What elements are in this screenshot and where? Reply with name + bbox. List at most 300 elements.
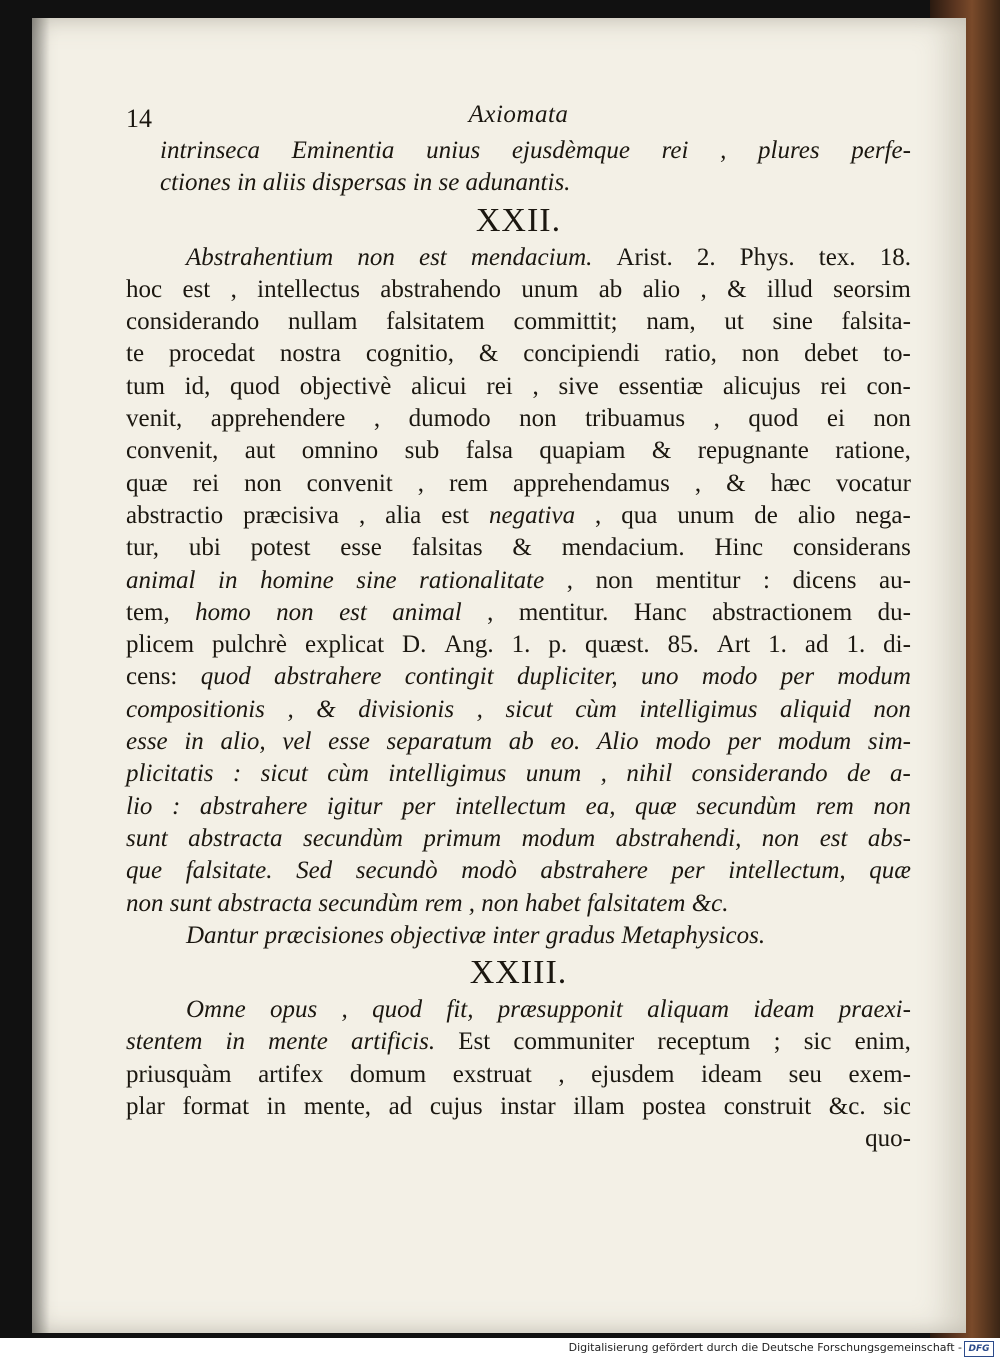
- word: intellectus: [257, 275, 360, 303]
- text-line: [126, 500, 911, 532]
- word: &: [478, 340, 499, 368]
- word: aliquid: [780, 695, 851, 723]
- word: falsitas: [411, 534, 483, 562]
- word: communiter: [513, 1028, 635, 1056]
- word: mentitur.: [518, 598, 609, 626]
- word: cognitio,: [365, 340, 455, 368]
- word: ratio,: [664, 340, 717, 368]
- word: format: [182, 1093, 250, 1121]
- word: ,: [230, 275, 237, 303]
- text-line: [126, 1123, 911, 1155]
- word: abstrahere: [274, 663, 382, 691]
- word: primum: [423, 824, 502, 852]
- word: quæ: [635, 792, 677, 820]
- text-line: [126, 338, 911, 370]
- word: hæc: [770, 469, 811, 497]
- running-title: Axiomata: [468, 101, 569, 128]
- text-line: [126, 435, 911, 467]
- text-line: [126, 1091, 911, 1123]
- word: Art: [716, 631, 751, 659]
- word: non: [276, 598, 314, 626]
- word: secundùm: [302, 824, 403, 852]
- word: modo: [701, 663, 758, 691]
- word: considerando: [126, 308, 260, 336]
- word: p.: [548, 631, 568, 659]
- word: abstrahendo: [380, 275, 502, 303]
- word: alicujus: [722, 372, 801, 400]
- word: non: [873, 695, 911, 723]
- word: falsitatem: [386, 308, 485, 336]
- word: abstractionem: [712, 598, 853, 626]
- word: dumodo: [408, 405, 491, 433]
- word: unum: [521, 275, 579, 303]
- word: unum: [525, 760, 582, 788]
- word: ,: [595, 501, 602, 529]
- word: &: [726, 469, 746, 497]
- word: tur,: [126, 534, 160, 562]
- word: esse: [340, 534, 382, 562]
- word: abstrahere: [199, 792, 308, 820]
- body-lines: [126, 135, 911, 1156]
- word: perfe-: [851, 137, 911, 164]
- word: ,: [476, 695, 483, 723]
- word: homine: [260, 566, 334, 594]
- word: quod: [230, 372, 281, 400]
- word: enim,: [854, 1028, 911, 1056]
- word: alio,: [220, 728, 266, 756]
- word: per: [671, 857, 705, 885]
- word: quod: [200, 663, 251, 691]
- word: alio: [642, 275, 681, 303]
- word: non: [244, 469, 282, 497]
- word: per: [780, 663, 815, 691]
- word: potest: [250, 534, 311, 562]
- word: est: [441, 501, 470, 529]
- text-line: [126, 565, 911, 597]
- word: modum: [521, 824, 596, 852]
- word: a-: [890, 760, 911, 788]
- word: non: [873, 792, 911, 820]
- word: abs-: [867, 824, 911, 852]
- word: nihil: [626, 760, 673, 788]
- word: est: [819, 824, 848, 852]
- word: ejusdèmque: [511, 137, 630, 164]
- word: hoc: [126, 275, 163, 303]
- text-line: [126, 167, 911, 199]
- word: 1.: [511, 631, 531, 659]
- word: ab: [508, 728, 534, 756]
- word: explicat: [304, 631, 385, 659]
- word: modò: [461, 857, 517, 885]
- text-line: [126, 306, 911, 338]
- word: quæ: [126, 469, 168, 497]
- word: Hanc: [633, 598, 687, 626]
- word: secundò: [355, 857, 438, 885]
- word: :: [763, 566, 770, 594]
- word: 2.: [696, 243, 716, 271]
- text-line: [126, 532, 911, 564]
- word: intellectum,: [728, 857, 846, 885]
- word: &: [727, 275, 747, 303]
- word: esse: [328, 728, 370, 756]
- word: abstrahendi,: [615, 824, 742, 852]
- word: mente: [268, 1028, 328, 1056]
- word: artifex: [258, 1060, 324, 1088]
- word: eo.: [550, 728, 581, 756]
- word: modum: [837, 663, 911, 691]
- word: mendacium.: [470, 243, 593, 271]
- word: separatum: [386, 728, 493, 756]
- word: du-: [877, 598, 911, 626]
- word: secundùm: [696, 792, 797, 820]
- word: cùm: [575, 695, 617, 723]
- word: intelligimus: [639, 695, 758, 723]
- word: est: [339, 598, 367, 626]
- word: au-: [879, 566, 911, 594]
- word: &c.: [828, 1093, 866, 1121]
- section-heading: XXII.: [475, 201, 562, 239]
- word: 85.: [667, 631, 699, 659]
- word: sub: [404, 437, 440, 465]
- word: Alio: [596, 728, 639, 756]
- word: ab: [598, 275, 623, 303]
- word: omnino: [301, 437, 379, 465]
- word: que: [126, 857, 163, 885]
- word: sunt: [126, 824, 168, 852]
- word: ,: [566, 566, 574, 594]
- word: abstracta: [188, 824, 283, 852]
- word: uno: [641, 663, 679, 691]
- word: ,: [487, 598, 494, 626]
- word: Est: [458, 1028, 491, 1056]
- word: rem: [449, 469, 488, 497]
- word: quod: [748, 405, 799, 433]
- word: modum: [777, 728, 852, 756]
- word: de: [847, 760, 871, 788]
- word: procedat: [168, 340, 255, 368]
- word: in: [225, 1028, 245, 1056]
- word: stentem: [126, 1028, 203, 1056]
- word: 1.: [768, 631, 787, 659]
- word: nostra: [279, 340, 341, 368]
- word: id,: [184, 372, 211, 400]
- text-line: [126, 855, 911, 887]
- word: considerando: [691, 760, 828, 788]
- word: construit: [723, 1093, 812, 1121]
- footer-bar: [0, 1338, 1000, 1359]
- word: Arist.: [616, 243, 673, 271]
- word: repugnante: [697, 437, 809, 465]
- word: per: [402, 792, 436, 820]
- word: animal: [126, 566, 196, 594]
- word: ut: [724, 308, 744, 336]
- word: convenit: [306, 469, 393, 497]
- word: ejusdem: [591, 1060, 675, 1088]
- word: di-: [883, 631, 911, 659]
- word: alio: [797, 501, 836, 529]
- word: homo: [195, 598, 251, 626]
- word: quæst.: [585, 631, 650, 659]
- word: lio: [126, 792, 153, 820]
- word: animal: [392, 598, 462, 626]
- word: mente,: [303, 1093, 372, 1121]
- word: seorsim: [833, 275, 911, 303]
- word: in: [184, 728, 204, 756]
- word: ;: [773, 1028, 781, 1056]
- word: instar: [500, 1093, 556, 1121]
- text-line: [126, 629, 911, 661]
- word: te: [126, 340, 145, 368]
- text-line: [126, 920, 911, 952]
- word: aut: [244, 437, 276, 465]
- text-line: [126, 694, 911, 726]
- word: ad: [804, 631, 829, 659]
- word: ubi: [188, 534, 221, 562]
- word: in: [266, 1093, 287, 1121]
- word: sine: [356, 566, 397, 594]
- word: convenit,: [126, 437, 219, 465]
- word: &: [651, 437, 672, 465]
- word: Phys.: [739, 243, 795, 271]
- word: exstruat: [452, 1060, 532, 1088]
- word: per: [727, 728, 761, 756]
- text-line: [126, 242, 911, 274]
- word: cens:: [126, 663, 178, 691]
- word: &: [316, 695, 336, 723]
- page-text: [126, 95, 911, 1156]
- word: de: [754, 501, 778, 529]
- word: seu: [788, 1060, 822, 1088]
- word: abstrahere: [540, 857, 648, 885]
- word: compositionis: [126, 695, 265, 723]
- word: ideam: [701, 1060, 763, 1088]
- word: concipiendi: [523, 340, 640, 368]
- word: abstractio: [126, 501, 224, 529]
- word: quapiam: [539, 437, 626, 465]
- word: alicui: [411, 372, 467, 400]
- word: rei: [820, 372, 847, 400]
- word: non: [519, 405, 557, 433]
- word: sive: [558, 372, 599, 400]
- word: ,: [341, 996, 348, 1024]
- word: dicens: [792, 566, 857, 594]
- section-heading: XXIII.: [469, 954, 568, 992]
- word: illud: [766, 275, 813, 303]
- word: receptum: [657, 1028, 751, 1056]
- word: modo: [655, 728, 711, 756]
- word: to-: [883, 340, 911, 368]
- word: domum: [349, 1060, 427, 1088]
- word: apprehendere: [210, 405, 346, 433]
- word: ,: [532, 372, 539, 400]
- word: artificis.: [351, 1028, 436, 1056]
- word: igitur: [326, 792, 383, 820]
- word: ,: [417, 469, 425, 497]
- word: præcisiva: [243, 501, 339, 529]
- word: nam,: [646, 308, 696, 336]
- word: ,: [358, 501, 366, 529]
- word: vel: [282, 728, 312, 756]
- word: est: [182, 275, 211, 303]
- word: sicut: [505, 695, 553, 723]
- dfg-logo: DFG: [964, 1341, 994, 1357]
- word: in: [218, 566, 238, 594]
- text-line: [126, 888, 911, 920]
- text-run: non sunt abstracta secundùm rem , non habet falsitatem &c.: [126, 889, 729, 917]
- word: &: [512, 534, 532, 562]
- word: tum: [126, 372, 165, 400]
- word: intelligimus: [388, 760, 507, 788]
- word: falsita-: [841, 308, 911, 336]
- word: rationalitate: [419, 566, 545, 594]
- word: divisionis: [358, 695, 455, 723]
- word: ,: [600, 760, 607, 788]
- word: ,: [287, 695, 294, 723]
- word: aliquam: [647, 996, 730, 1024]
- word: ,: [558, 1060, 565, 1088]
- running-header: [126, 95, 911, 135]
- text-line: [126, 403, 911, 435]
- word: sic: [883, 1093, 911, 1121]
- word: essentiæ: [618, 372, 704, 400]
- word: rem: [815, 792, 854, 820]
- word: quæ: [869, 857, 911, 885]
- word: nullam: [288, 308, 358, 336]
- word: quod: [372, 996, 423, 1024]
- word: priusquàm: [126, 1060, 232, 1088]
- word: exem-: [848, 1060, 911, 1088]
- word: contingit: [404, 663, 494, 691]
- word: Ang.: [444, 631, 494, 659]
- word: tem,: [126, 598, 170, 626]
- text-line: [126, 791, 911, 823]
- word: venit,: [126, 405, 183, 433]
- word: ,: [713, 405, 720, 433]
- word: non: [761, 824, 800, 852]
- word: esse: [126, 728, 168, 756]
- word: plures: [758, 137, 820, 164]
- word: vocatur: [835, 469, 911, 497]
- word: fit,: [446, 996, 474, 1024]
- word: :: [232, 760, 242, 788]
- page-gutter-shadow: [32, 18, 50, 1333]
- word: debet: [804, 340, 859, 368]
- word: tex.: [818, 243, 856, 271]
- word: Omne: [186, 996, 246, 1024]
- word: sicut: [260, 760, 308, 788]
- word: pulchrè: [212, 631, 287, 659]
- word: rei: [192, 469, 220, 497]
- word: non: [357, 243, 395, 271]
- word: ratione,: [835, 437, 911, 465]
- word: ,: [694, 469, 702, 497]
- word: illam: [573, 1093, 625, 1121]
- word: negativa: [488, 501, 576, 529]
- word: cujus: [429, 1093, 483, 1121]
- word: committit;: [513, 308, 618, 336]
- word: cùm: [327, 760, 369, 788]
- word: non: [741, 340, 780, 368]
- text-line: [126, 823, 911, 855]
- word: D.: [402, 631, 427, 659]
- word: considerans: [792, 534, 911, 562]
- word: con-: [866, 372, 911, 400]
- text-line: [126, 994, 911, 1026]
- text-line: [126, 274, 911, 306]
- word: unius: [426, 137, 481, 164]
- text-line: [126, 468, 911, 500]
- word: plicitatis: [126, 760, 214, 788]
- word: ,: [700, 275, 707, 303]
- word: falsa: [465, 437, 513, 465]
- text-line: [126, 758, 911, 790]
- word: sine: [772, 308, 813, 336]
- word: præsupponit: [497, 996, 623, 1024]
- word: tribuamus: [585, 405, 686, 433]
- word: apprehendamus: [512, 469, 670, 497]
- word: objectivè: [299, 372, 392, 400]
- word: mendacium.: [561, 534, 685, 562]
- word: unum: [677, 501, 735, 529]
- word: Sed: [296, 857, 333, 885]
- text-run: quo-: [865, 1125, 911, 1153]
- word: sic: [803, 1028, 832, 1056]
- word: 1.: [846, 631, 866, 659]
- page-number: 14: [126, 104, 152, 133]
- text-line: [126, 1059, 911, 1091]
- word: intellectum: [454, 792, 567, 820]
- word: plicem: [126, 631, 195, 659]
- word: opus: [270, 996, 318, 1024]
- text-line: [126, 726, 911, 758]
- word: non: [595, 566, 634, 594]
- word: ea,: [585, 792, 616, 820]
- word: rei: [661, 137, 689, 164]
- word: 18.: [879, 243, 911, 271]
- word: est: [418, 243, 447, 271]
- word: mentitur: [655, 566, 741, 594]
- text-line: [126, 371, 911, 403]
- word: plar: [126, 1093, 165, 1121]
- word: rei: [486, 372, 513, 400]
- word: ideam: [753, 996, 815, 1024]
- word: :: [171, 792, 181, 820]
- word: alia: [385, 501, 422, 529]
- word: dupliciter,: [516, 663, 618, 691]
- word: non: [873, 405, 911, 433]
- word: ad: [388, 1093, 413, 1121]
- text-line: [126, 1026, 911, 1058]
- word: falsitate.: [185, 857, 273, 885]
- word: sim-: [867, 728, 911, 756]
- word: ,: [373, 405, 381, 433]
- word: intrinseca: [160, 137, 260, 164]
- word: postea: [642, 1093, 707, 1121]
- text-run: Dantur præcisiones objectivæ inter gradus Metaphysicos.: [186, 921, 766, 949]
- word: qua: [621, 501, 658, 529]
- text-line: [126, 135, 911, 167]
- word: praexi-: [838, 996, 911, 1024]
- text-line: [126, 661, 911, 693]
- text-run: ctiones in aliis dispersas in se adunantis.: [160, 169, 571, 197]
- word: Hinc: [714, 534, 764, 562]
- word: Eminentia: [291, 137, 395, 164]
- word: ,: [720, 137, 727, 164]
- word: nega-: [855, 501, 911, 529]
- text-line: [126, 597, 911, 629]
- footer-credit: Digitalisierung gefördert durch die Deutsche Forschungsgemeinschaft -: [568, 1341, 962, 1354]
- word: ei: [826, 405, 845, 433]
